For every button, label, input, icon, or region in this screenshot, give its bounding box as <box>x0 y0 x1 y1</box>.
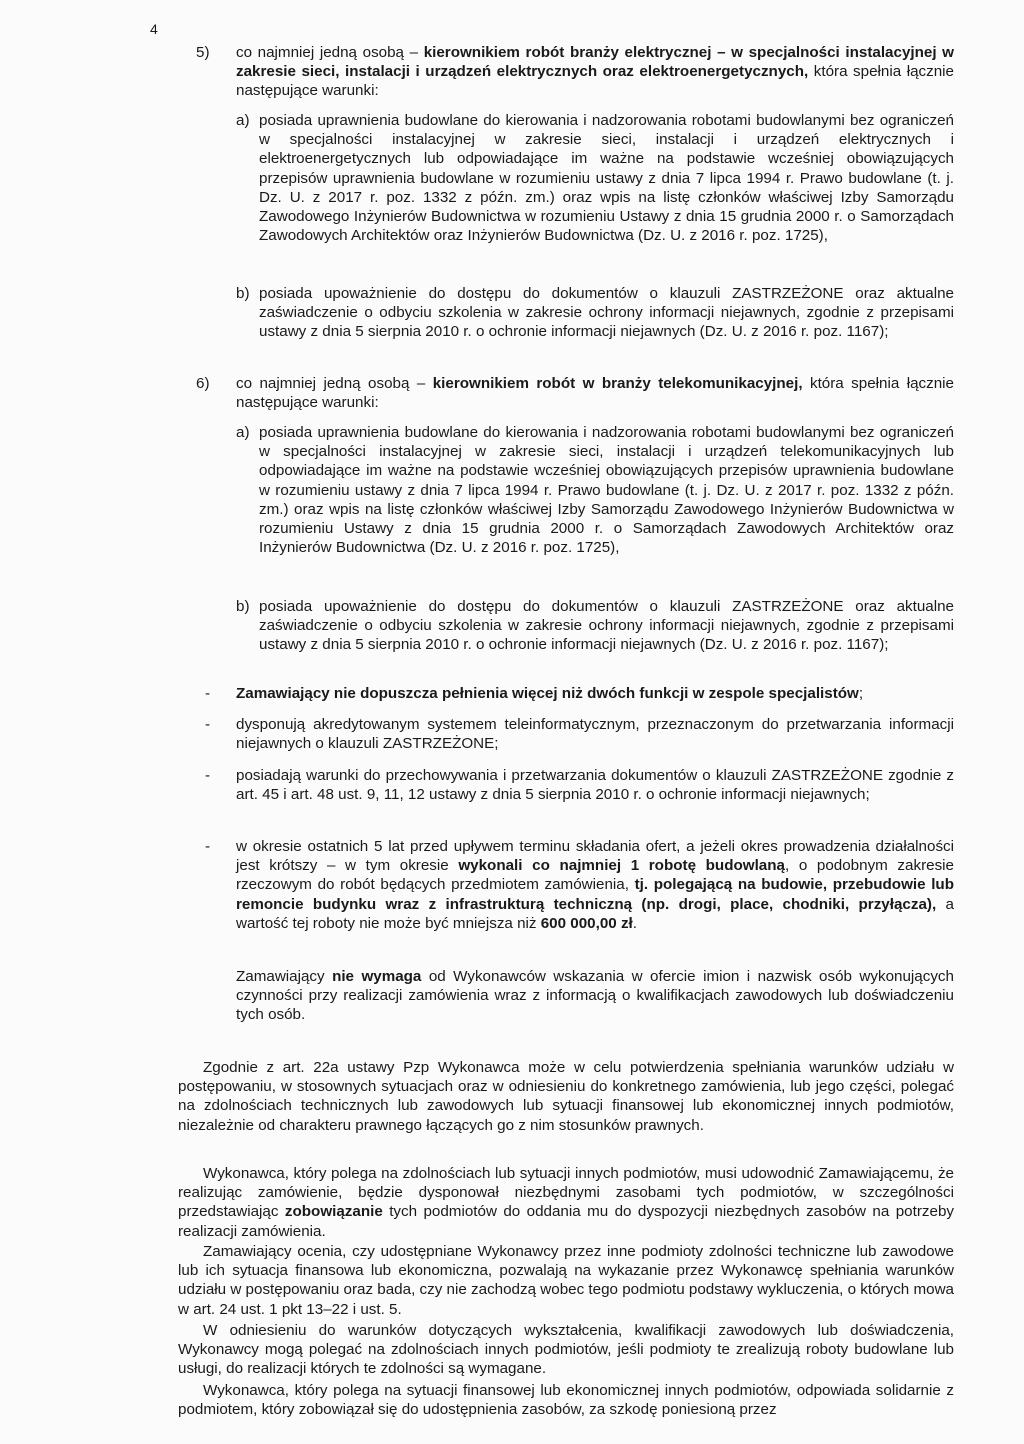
dash-1-marker: - <box>205 685 211 702</box>
item-5a-marker: a) <box>236 112 250 129</box>
item-5-marker: 5) <box>196 44 210 61</box>
item-5a-text: posiada uprawnienia budowlane do kierowania i nadzorowania robotami budowlanymi bez ograniczeń w specjalności instalacyjnej w zakresie sieci, instalacji i urządzeń elektrycznych i elektroenergetycznych lub odpowiadające im ważne na podstawie wcześniej obowiązujących przepisów uprawnienia budowlane w rozumieniu ustawy z dnia 7 lipca 1994 r. Prawo budowlane (t. j. Dz. U. z 2017 r. poz. 1332 z późn. zm.) oraz wpis na listę członków właściwej Izby Samorządu Zawodowego Inżynierów Budownictwa w rozumieniu Ustawy z dnia 15 grudnia 2000 r. o Samorządach Zawodowych Architektów oraz Inżynierów Budownictwa (Dz. U. z 2016 r. poz. 1725), <box>259 112 954 245</box>
paragraph-ocena: Zamawiający ocenia, czy udostępniane Wykonawcy przez inne podmioty zdolności techniczne lub zawodowe lub ich sytuacja finansowa lub ekonomiczna, pozwalają na wykazanie przez Wykonawcę spełniania warunków udziału w postępowaniu oraz bada, czy nie zachodzą wobec tego podmiotu podstawy wykluczenia, o których mowa w art. 24 ust. 1 pkt 13–22 i ust. 5. <box>178 1243 954 1318</box>
page-number: 4 <box>150 21 158 37</box>
dash-1-text: Zamawiający nie dopuszcza pełnienia więcej niż dwóch funkcji w zespole specjalistów; <box>236 685 864 702</box>
item-6-marker: 6) <box>196 375 210 392</box>
paragraph-sytuacja-finansowa: Wykonawca, który polega na sytuacji finansowej lub ekonomicznej innych podmiotów, odpowiada solidarnie z podmiotem, który zobowiązał się do udostępnienia zasobów, za szkodę poniesioną przez <box>178 1382 954 1419</box>
dash-3-marker: - <box>205 767 211 784</box>
dash-4-marker: - <box>205 838 211 855</box>
item-6-lead: co najmniej jedną osobą – kierownikiem robót w branży telekomunikacyjnej, która spełnia łącznie następujące warunki: <box>236 375 954 412</box>
item-5-lead: co najmniej jedną osobą – kierownikiem robót branży elektrycznej – w specjalności instalacyjnej w zakresie sieci, instalacji i urządzeń elektrycznych oraz elektroenergetycznych, która spełnia łącznie następujące warunki: <box>236 44 954 100</box>
item-6b-marker: b) <box>236 598 250 615</box>
dash-2-text: dysponują akredytowanym systemem teleinformatycznym, przeznaczonym do przetwarzania informacji niejawnych o klauzuli ZASTRZEŻONE; <box>236 716 954 753</box>
dash-2-marker: - <box>205 716 211 733</box>
note-paragraph: Zamawiający nie wymaga od Wykonawców wskazania w ofercie imion i nazwisk osób wykonujących czynności przy realizacji zamówienia wraz z informacją o kwalifikacjach zawodowych lub doświadczeniu tych osób. <box>236 968 954 1024</box>
item-5b-text: posiada upoważnienie do dostępu do dokumentów o klauzuli ZASTRZEŻONE oraz aktualne zaświadczenie o odbyciu szkolenia w zakresie ochrony informacji niejawnych, zgodnie z przepisami ustawy z dnia 5 sierpnia 2010 r. o ochronie informacji niejawnych (Dz. U. z 2016 r. poz. 1167); <box>259 285 954 341</box>
item-5b-marker: b) <box>236 285 250 302</box>
item-6a-marker: a) <box>236 424 250 441</box>
dash-3-text: posiadają warunki do przechowywania i przetwarzania dokumentów o klauzuli ZASTRZEŻONE zgodnie z art. 45 i art. 48 ust. 9, 11, 12 ustawy z dnia 5 sierpnia 2010 r. o ochronie informacji niejawnych; <box>236 767 954 804</box>
paragraph-art-22a: Zgodnie z art. 22a ustawy Pzp Wykonawca może w celu potwierdzenia spełniania warunków udziału w postępowaniu, w stosownych sytuacjach oraz w odniesieniu do konkretnego zamówienia, lub jego części, polegać na zdolnościach technicznych lub zawodowych lub sytuacji finansowej lub ekonomicznej innych podmiotów, niezależnie od charakteru prawnego łączących go z nim stosunków prawnych. <box>178 1059 954 1134</box>
paragraph-wyksztalcenie: W odniesieniu do warunków dotyczących wykształcenia, kwalifikacji zawodowych lub doświadczenia, Wykonawcy mogą polegać na zdolnościach innych podmiotów, jeśli podmioty te zrealizują roboty budowlane lub usługi, do realizacji których te zdolności są wymagane. <box>178 1322 954 1378</box>
item-6a-text: posiada uprawnienia budowlane do kierowania i nadzorowania robotami budowlanymi bez ograniczeń w specjalności instalacyjnej w zakresie sieci, instalacji i urządzeń telekomunikacyjnych lub odpowiadające im ważne na podstawie wcześniej obowiązujących przepisów uprawnienia budowlane w rozumieniu ustawy z dnia 7 lipca 1994 r. Prawo budowlane (t. j. Dz. U. z 2017 r. poz. 1332 z późn. zm.) oraz wpis na listę członków właściwej Izby Samorządu Zawodowego Inżynierów Budownictwa w rozumieniu Ustawy z dnia 15 grudnia 2000 r. o Samorządach Zawodowych Architektów oraz Inżynierów Budownictwa (Dz. U. z 2016 r. poz. 1725), <box>259 424 954 557</box>
item-6b-text: posiada upoważnienie do dostępu do dokumentów o klauzuli ZASTRZEŻONE oraz aktualne zaświadczenie o odbyciu szkolenia w zakresie ochrony informacji niejawnych, zgodnie z przepisami ustawy z dnia 5 sierpnia 2010 r. o ochronie informacji niejawnych (Dz. U. z 2016 r. poz. 1167); <box>259 598 954 654</box>
paragraph-zobowiazanie: Wykonawca, który polega na zdolnościach lub sytuacji innych podmiotów, musi udowodnić Zamawiającemu, że realizując zamówienie, będzie dysponował niezbędnymi zasobami tych podmiotów, w szczególności przedstawiając zobowiązanie tych podmiotów do oddania mu do dyspozycji niezbędnych zasobów na potrzeby realizacji zamówienia. <box>178 1165 954 1240</box>
dash-4-text: w okresie ostatnich 5 lat przed upływem terminu składania ofert, a jeżeli okres prowadzenia działalności jest krótszy – w tym okresie wykonali co najmniej 1 robotę budowlaną, o podobnym zakresie rzeczowym do robót będących przedmiotem zamówienia, tj. polegającą na budowie, przebudowie lub remoncie budynku wraz z infrastrukturą techniczną (np. drogi, place, chodniki, przyłącza), a wartość tej roboty nie może być mniejsza niż 600 000,00 zł. <box>236 838 954 932</box>
